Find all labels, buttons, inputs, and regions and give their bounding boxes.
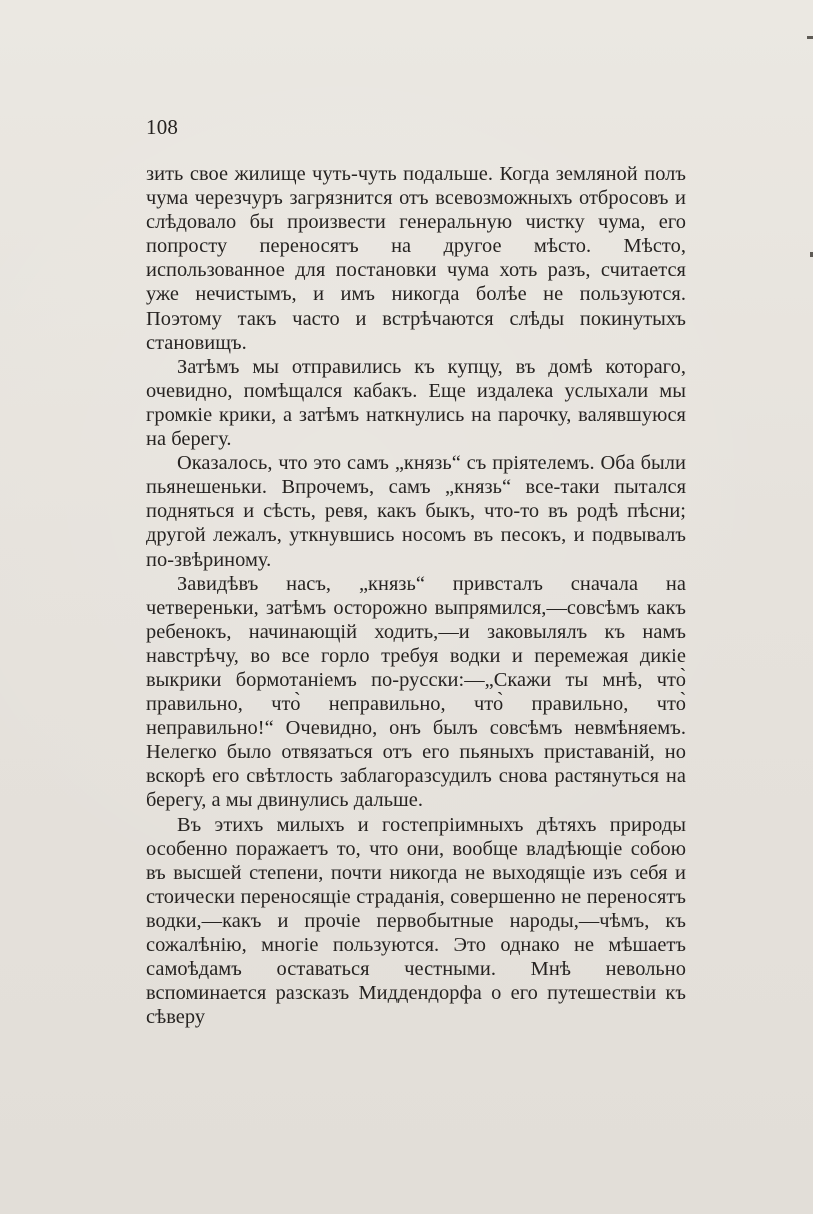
paragraph-2: Затѣмъ мы отправились къ купцу, въ домѣ котораго, очевидно, помѣщался кабакъ. Еще издалека услыхали мы громкіе крики, а затѣмъ наткнулись на парочку, валявшуюся на берегу.: [146, 355, 686, 451]
body-text: [146, 162, 686, 1029]
paragraph-5: Въ этихъ милыхъ и гостепріимныхъ дѣтяхъ природы особенно поражаетъ то, что они, вообще владѣющіе собою въ высшей степени, почти никогда не выходящіе изъ себя и стоически переносящіе страданія, совершенно не переносятъ водки,—какъ и прочіе первобытные народы,—чѣмъ, къ сожалѣнію, многіе пользуются. Это однако не мѣшаетъ самоѣдамъ оставаться честными. Мнѣ невольно вспоминается разсказъ Миддендорфа о его путешествіи къ сѣверу: [146, 813, 686, 1029]
paragraph-3: Оказалось, что это самъ „князь“ съ пріятелемъ. Оба были пьянешеньки. Впрочемъ, самъ „князь“ все-таки пытался подняться и сѣсть, ревя, какъ быкъ, что-то въ родѣ пѣсни; другой лежалъ, уткнувшись носомъ въ песокъ, и подвывалъ по-звѣриному.: [146, 452, 686, 571]
page-edge-mark: [807, 36, 813, 39]
paragraph-1: зить свое жилище чуть-чуть подальше. Когда земляной полъ чума черезчуръ загрязнится отъ всевозможныхъ отбросовъ и слѣдовало бы произвести генеральную чистку чума, его попросту переносятъ на другое мѣсто. Мѣсто, использованное для постановки чума хоть разъ, считается уже нечистымъ, и имъ никогда болѣе не пользуются. Поэтому такъ часто и встрѣчаются слѣды покинутыхъ становищъ.: [146, 163, 686, 354]
paragraph-4: Завидѣвъ насъ, „князь“ привсталъ сначала на четвереньки, затѣмъ осторожно выпрямился,—совсѣмъ какъ ребенокъ, начинающій ходить,—и заковылялъ къ намъ навстрѣчу, во все горло требуя водки и перемежая дикіе выкрики бормотаніемъ по-русски:—„Скажи ты мнѣ, что̀ правильно, что̀ неправильно, что̀ правильно, что̀ неправильно!“ Очевидно, онъ былъ совсѣмъ невмѣняемъ. Нелегко было отвязаться отъ его пьяныхъ приставаній, но вскорѣ его свѣтлость заблагоразсудилъ снова растянуться на берегу, а мы двинулись дальше.: [146, 572, 686, 812]
page-number: 108: [146, 115, 179, 139]
